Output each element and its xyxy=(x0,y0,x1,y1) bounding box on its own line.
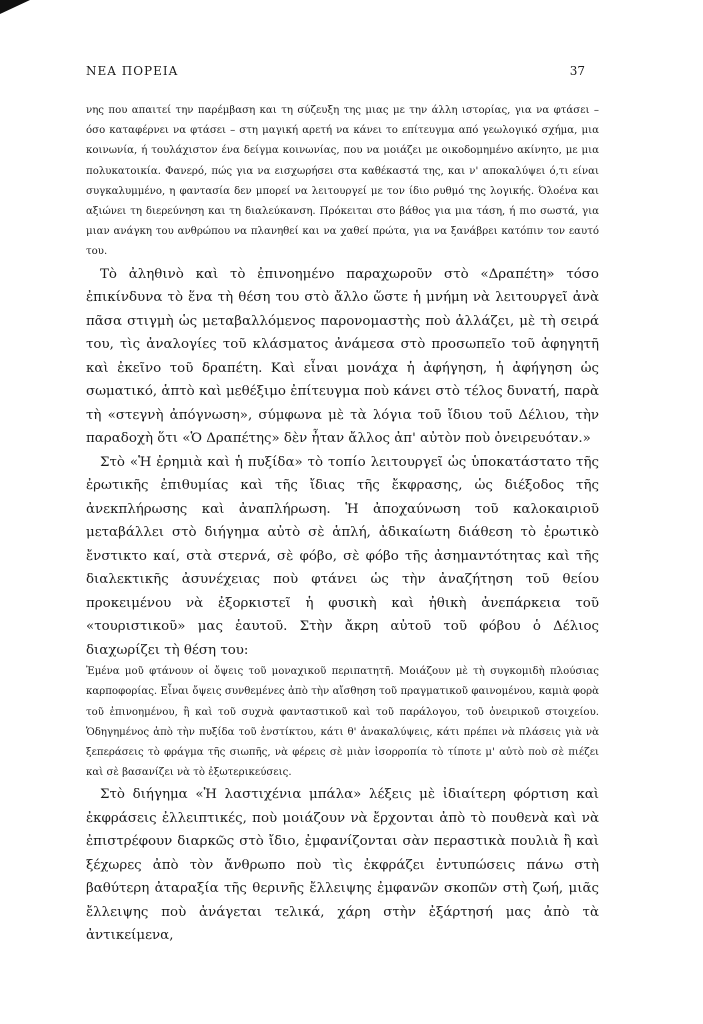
body-text xyxy=(86,101,599,948)
page-number: 37 xyxy=(569,64,585,78)
running-head: ΝΕΑ ΠΟΡΕΙΑ xyxy=(86,64,179,78)
paragraph: Τὸ ἀληθινὸ καὶ τὸ ἐπινοημένο παραχωροῦν στὸ «Δραπέτη» τόσο ἐπικίνδυνα τὸ ἕνα τὴ θέση του στὸ ἄλλο ὥστε ἡ μνήμη νὰ λειτουργεῖ ἀνὰ πᾶσα στιγμὴ ὡς μεταβαλλόμενος παρονομαστὴς ποὺ ἀλλάζει, μὲ τὴ σειρά του, τὶς ἀναλογίες τοῦ κλάσματος ἀνάμεσα στὸ προσωπεῖο τοῦ ἀφηγητῆ καὶ ἐκεῖνο τοῦ δραπέτη. Καὶ εἶναι μονάχα ἡ ἀφήγηση, ἡ ἀφήγηση ὡς σωματικό, ἁπτὸ καὶ μεθέξιμο ἐπίτευγμα ποὺ κάνει στὸ τέλος δυνατή, παρὰ τὴ «στεγνὴ ἀπόγνωση», σύμφωνα μὲ τὰ λόγια τοῦ ἴδιου τοῦ Δέλιου, τὴν παραδοχὴ ὅτι «Ὁ Δραπέτης» δὲν ἦταν ἄλλος ἀπ' αὐτὸν ποὺ ὀνειρευόταν.» xyxy=(86,266,599,447)
paragraph: νης που απαιτεί την παρέμβαση και τη σύζευξη της μιας με την άλλη ιστορίας, για να φτάσει – όσο καταφέρνει να φτάσει – στη μαγική αρετή να κάνει το επίτευγμα από γεωλογικό σχήμα, μια κοινωνία, ή τουλάχιστον ένα δείγμα κοινωνίας, που να μοιάζει με οικοδομημένο ακίνητο, με μια πολυκατοικία. Φανερό, πώς για να εισχωρήσει στα καθέκαστά της, και ν' αποκαλύψει ό,τι είναι συγκαλυμμένο, η φαντασία δεν μπορεί να λειτουργεί με τον ίδιο ρυθμό της λογικής. Όλοένα και αξιώνει τη διερεύνηση και τη διαλεύκανση. Πρόκειται στο βάθος για μια τάση, ή πιο σωστά, για μιαν ανάγκη του ανθρώπου να πλανηθεί και να χαθεί πρώτα, για να ξανάβρει κατόπιν τον εαυτό του. xyxy=(86,105,599,258)
paragraph: Στὸ «Ἡ ἐρημιὰ καὶ ἡ πυξίδα» τὸ τοπίο λειτουργεῖ ὡς ὑποκατάστατο τῆς ἐρωτικῆς ἐπιθυμίας καὶ τῆς ἴδιας τῆς ἔκφρασης, ὡς διέξοδος τῆς ἀνεκπλήρωσης καὶ ἀναπλήρωση. Ἡ ἀποχαύνωση τοῦ καλοκαιριοῦ μεταβάλλει στὸ διήγημα αὐτὸ σὲ ἁπλή, ἀδικαίωτη διάθεση τὸ ἐρωτικὸ ἔνστικτο καί, στὰ στερνά, σὲ φόβο, σὲ φόβο τῆς ἀσημαντότητας καὶ τῆς διαλεκτικῆς ἀσυνέχειας ποὺ φτάνει ὡς τὴν ἀναζήτηση τοῦ θείου προκειμένου νὰ ἐξορκιστεῖ ἡ φυσικὴ καὶ ἠθικὴ ἀνεπάρκεια τοῦ «τουριστικοῦ» μας ἑαυτοῦ. Στὴν ἄκρη αὐτοῦ τοῦ φόβου ὁ Δέλιος διαχωρίζει τὴ θέση του: xyxy=(86,454,599,658)
paragraph: Στὸ διήγημα «Ἡ λαστιχένια μπάλα» λέξεις μὲ ἰδιαίτερη φόρτιση καὶ ἐκφράσεις ἐλλειπτικές, ποὺ μοιάζουν νὰ ἔρχονται ἀπὸ τὸ πουθενὰ καὶ νὰ ἐπιστρέφουν διαρκῶς στὸ ἴδιο, ἐμφανίζονται σὰν περαστικὰ πουλιὰ ἢ καὶ ξέχωρες ἀπὸ τὸν ἄνθρωπο ποὺ τὶς ἐκφράζει ἐντυπώσεις πάνω στὴ βαθύτερη ἀταραξία τῆς θερινῆς ἔλλειψης ἐμφανῶν σκοπῶν στὴ ζωή, μιᾶς ἔλλειψης ποὺ ἀνάγεται τελικά, χάρη στὴν ἐξάρτησή μας ἀπὸ τὰ ἀντικείμενα, xyxy=(86,787,599,944)
page-corner-mark xyxy=(0,0,30,14)
block-quote: Ἐμένα μοῦ φτάνουν οἱ ὄψεις τοῦ μοναχικοῦ περιπατητῆ. Μοιάζουν μὲ τὴ συγκομιδὴ πλούσιας καρποφορίας. Εἶναι ὄψεις συνθεμένες ἀπὸ τὴν αἴσθηση τοῦ πραγματικοῦ φαινομένου, καμιὰ φορὰ τοῦ ἐπινοημένου, ἢ καὶ τοῦ συχνὰ φανταστικοῦ καὶ τοῦ παράλογου, τοῦ ὀνειρικοῦ στοιχείου. Ὁδηγημένος ἀπὸ τὴν πυξίδα τοῦ ἐνστίκτου, κάτι θ' ἀνακαλύψεις, κάτι πρέπει νὰ πλάσεις γιὰ νὰ ξεπεράσεις τὸ φράγμα τῆς σιωπῆς, νὰ φέρεις σὲ μιὰν ἰσορροπία τὸ τίποτε μ' αὐτὸ ποὺ σὲ πιέζει καὶ σὲ βασανίζει νὰ τὸ ἐξωτερικεύσεις. xyxy=(86,666,599,779)
